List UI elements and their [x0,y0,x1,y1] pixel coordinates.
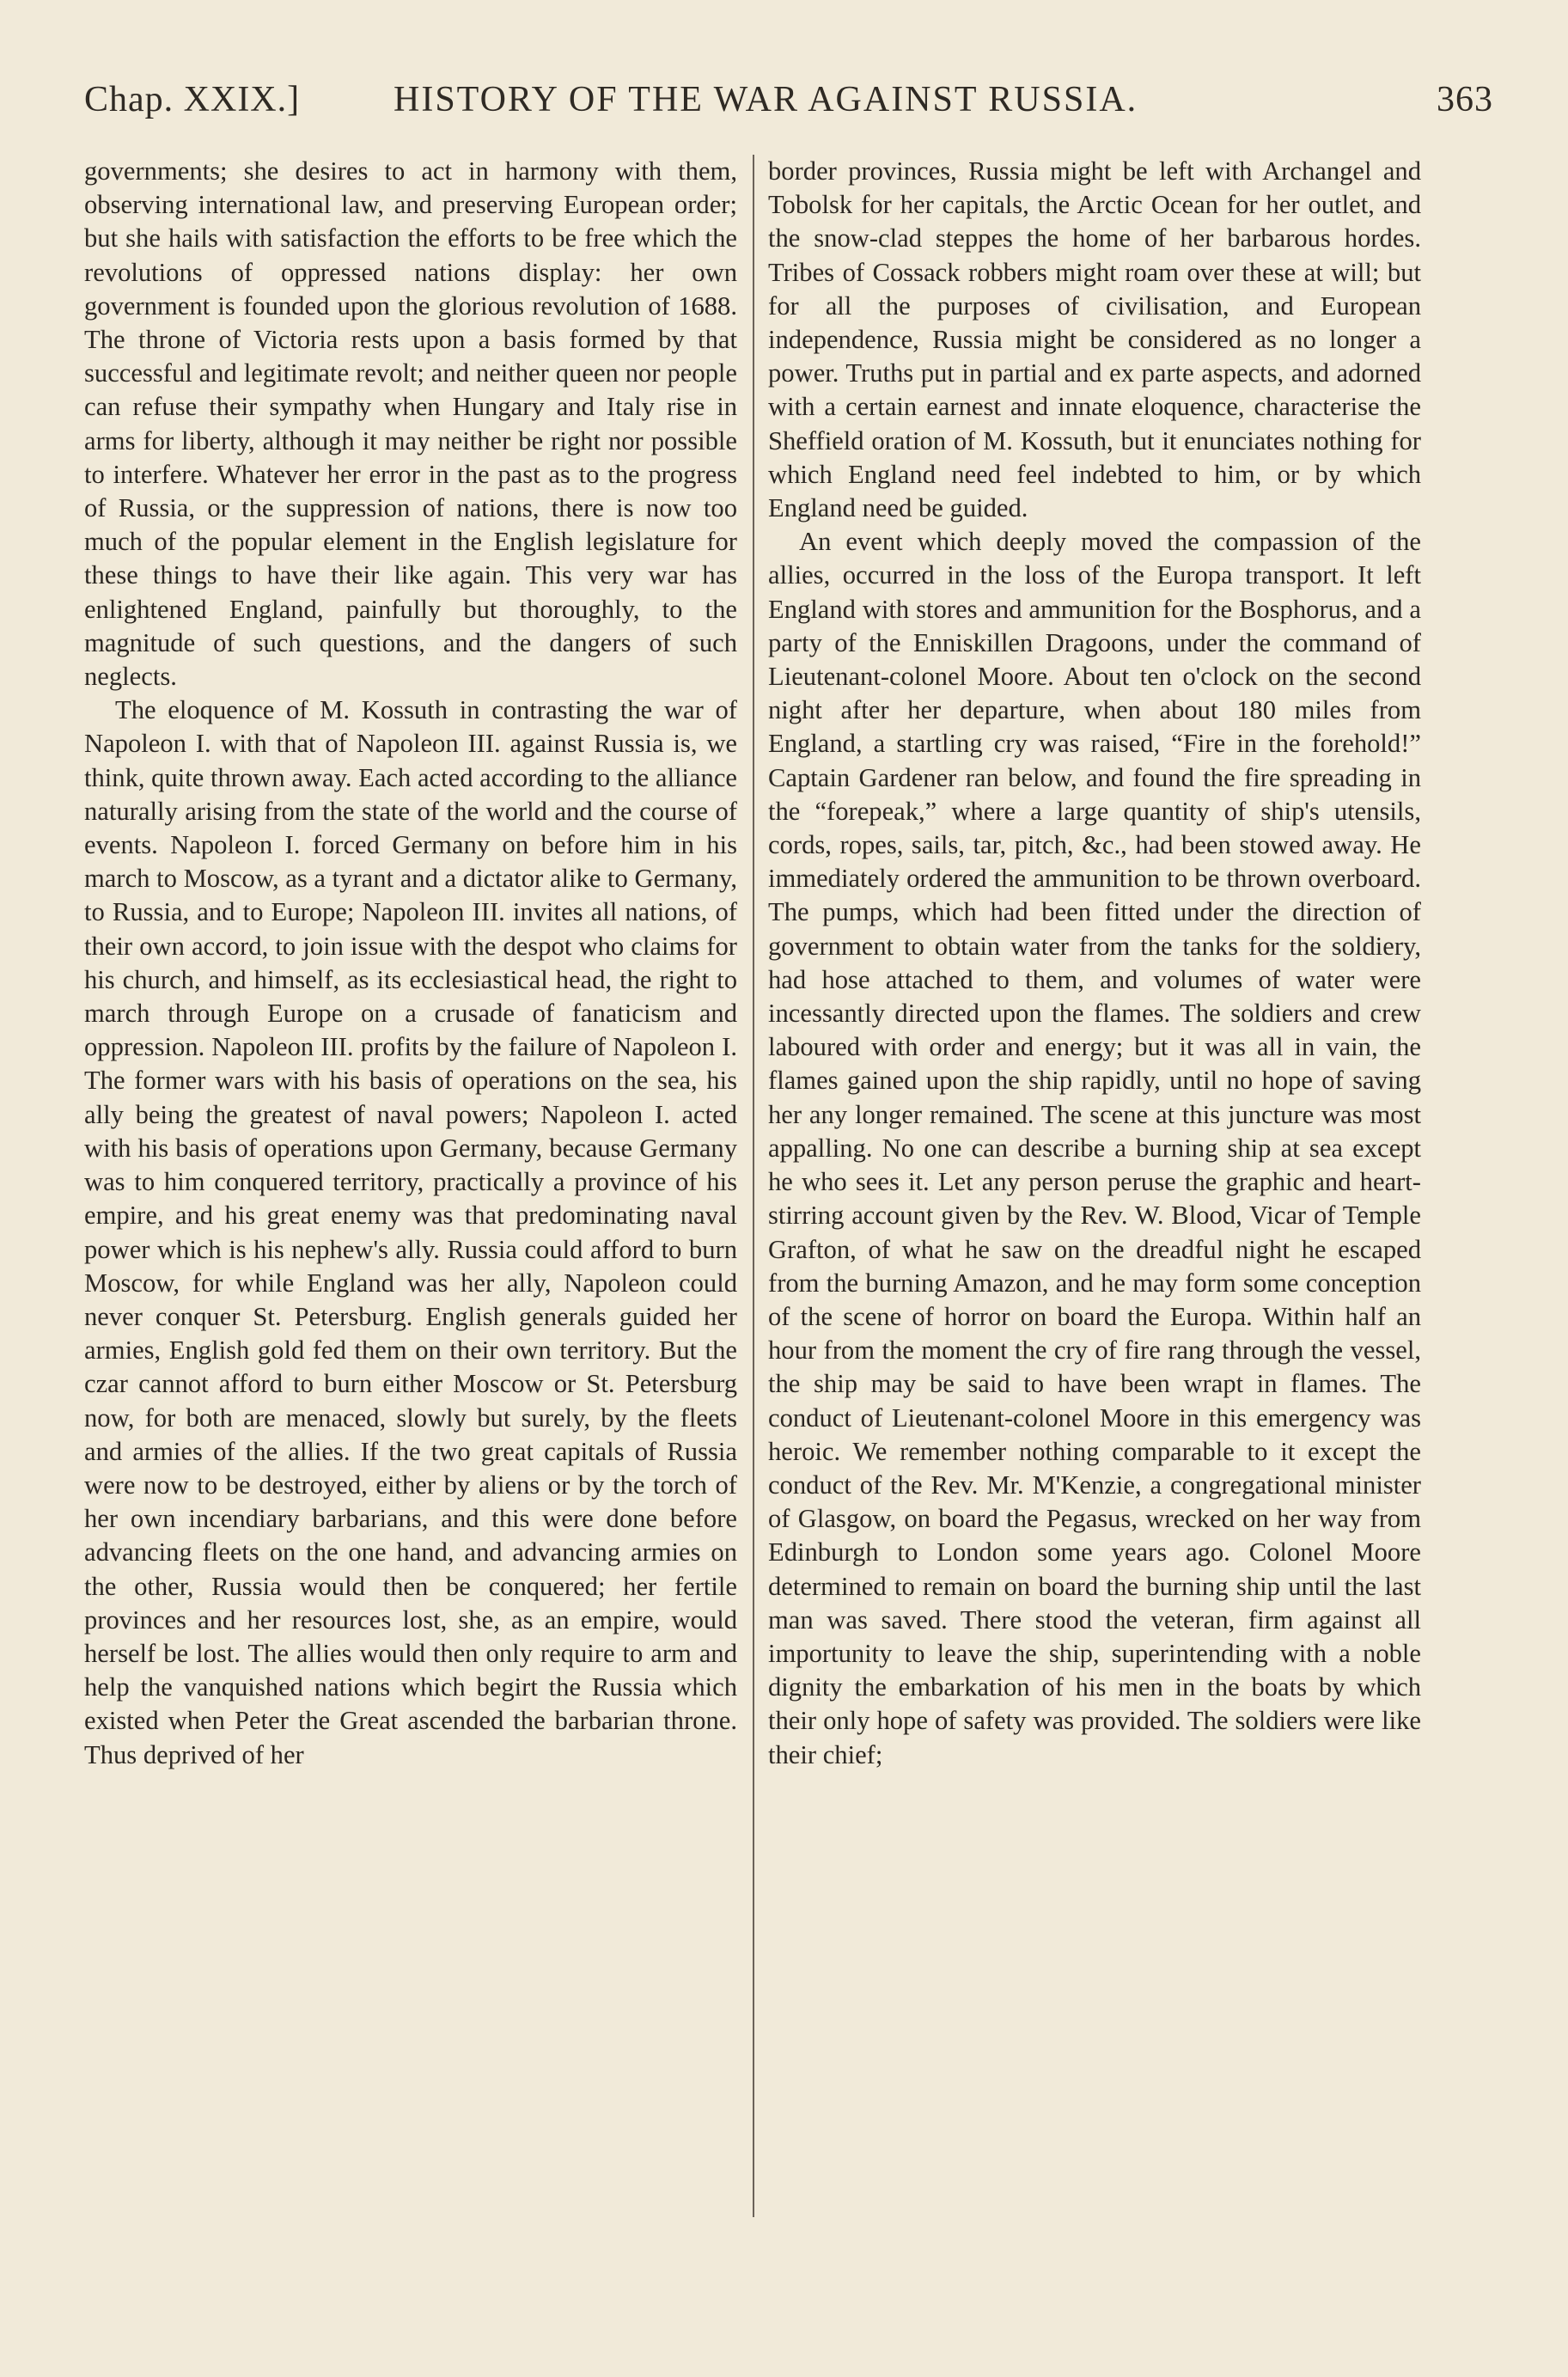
column-divider [753,155,754,2217]
chapter-label: Chap. XXIX.] [84,80,301,119]
running-header [84,79,1493,131]
left-column [84,155,737,2243]
left-paragraph-2: The eloquence of M. Kossuth in contrasting the war of Napoleon I. with that of Napoleon III. against Russia is, we think, quite thrown away. Each acted according to the alliance naturally arising from the state of the world and the course of events. Napoleon I. forced Germany on before him in his march to Moscow, as a tyrant and a dictator alike to Germany, to Russia, and to Europe; Napoleon III. invites all nations, of their own accord, to join issue with the despot who claims for his church, and himself, as its ecclesiastical head, the right to march through Europe on a crusade of fanaticism and oppression. Napoleon III. profits by the failure of Napoleon I. The former wars with his basis of operations on the sea, his ally being the greatest of naval powers; Napoleon I. acted with his basis of operations upon Germany, because Germany was to him conquered territory, practically a province of his empire, and his great enemy was that predominating naval power which is his nephew's ally. Russia could afford to burn Moscow, for while England was her ally, Napoleon could never conquer St. Petersburg. English generals guided her armies, English gold fed them on their own territory. But the czar cannot afford to burn either Moscow or St. Petersburg now, for both are menaced, slowly but surely, by the fleets and armies of the allies. If the two great capitals of Russia were now to be destroyed, either by aliens or by the torch of her own incendiary barbarians, and this were done before advancing fleets on the one hand, and advancing armies on the other, Russia would then be conquered; her fertile provinces and her resources lost, she, as an empire, would herself be lost. The allies would then only require to arm and help the vanquished nations which begirt the Russia which existed when Peter the Great ascended the barbarian throne. Thus deprived of her [84,695,737,1769]
right-paragraph-1: border provinces, Russia might be left with Archangel and Tobolsk for her capitals, the Arctic Ocean for her outlet, and the snow-clad steppes the home of her barbarous hordes. Tribes of Cossack robbers might roam over these at will; but for all the purposes of civilisation, and European independence, Russia might be considered as no longer a power. Truths put in partial and ex parte aspects, and adorned with a certain earnest and innate eloquence, characterise the Sheffield oration of M. Kossuth, but it enunciates nothing for which England need feel indebted to him, or by which England need be guided. [768,156,1421,523]
running-title: HISTORY OF THE WAR AGAINST RUSSIA. [394,80,1138,119]
right-column [768,155,1421,2243]
page-number: 363 [1437,80,1493,119]
right-paragraph-2: An event which deeply moved the compassion of the allies, occurred in the loss of the Europa transport. It left England with stores and ammunition for the Bosphorus, and a party of the Enniskillen Dragoons, under the command of Lieutenant-colonel Moore. About ten o'clock on the second night after her departure, when about 180 miles from England, a startling cry was raised, “Fire in the forehold!” Captain Gardener ran below, and found the fire spreading in the “forepeak,” where a large quantity of ship's utensils, cords, ropes, sails, tar, pitch, &c., had been stowed away. He immediately ordered the ammunition to be thrown overboard. The pumps, which had been fitted under the direction of government to obtain water from the tanks for the soldiery, had hose attached to them, and volumes of water were incessantly directed upon the flames. The soldiers and crew laboured with order and energy; but it was all in vain, the flames gained upon the ship rapidly, until no hope of saving her any longer remained. The scene at this juncture was most appalling. No one can describe a burning ship at sea except he who sees it. Let any person peruse the graphic and heart-stirring account given by the Rev. W. Blood, Vicar of Temple Grafton, of what he saw on the dreadful night he escaped from the burning Amazon, and he may form some conception of the scene of horror on board the Europa. Within half an hour from the moment the cry of fire rang through the vessel, the ship may be said to have been wrapt in flames. The conduct of Lieutenant-colonel Moore in this emergency was heroic. We remember nothing comparable to it except the conduct of the Rev. Mr. M'Kenzie, a congregational minister of Glasgow, on board the Pegasus, wrecked on her way from Edinburgh to London some years ago. Colonel Moore determined to remain on board the burning ship until the last man was saved. There stood the veteran, firm against all importunity to leave the ship, superintending with a noble dignity the embarkation of his men in the boats by which their only hope of safety was provided. The soldiers were like their chief; [768,527,1421,1769]
left-paragraph-1: governments; she desires to act in harmony with them, observing international law, and preserving European order; but she hails with satisfaction the efforts to be free which the revolutions of oppressed nations display: her own government is founded upon the glorious revolution of 1688. The throne of Victoria rests upon a basis formed by that successful and legitimate revolt; and neither queen nor people can refuse their sympathy when Hungary and Italy rise in arms for liberty, although it may neither be right nor possible to interfere. Whatever her error in the past as to the progress of Russia, or the suppression of nations, there is now too much of the popular element in the English legislature for these things to have their like again. This very war has enlightened England, painfully but thoroughly, to the magnitude of such questions, and the dangers of such neglects. [84,156,737,692]
